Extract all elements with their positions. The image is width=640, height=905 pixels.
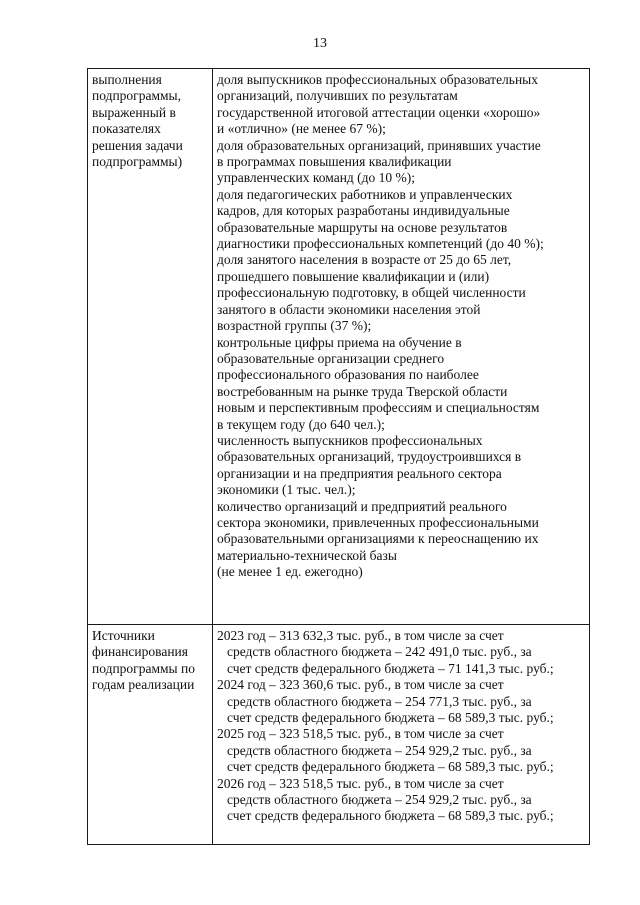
content-line: кадров, для которых разработаны индивидуальные	[217, 203, 510, 219]
content-line: счет средств федерального бюджета – 71 141,3 тыс. руб.;	[227, 660, 554, 676]
content-line: занятого в области экономики населения этой	[217, 301, 481, 317]
label-line: финансирования	[92, 644, 188, 660]
content-line: прошедшего повышение квалификации и (или)	[217, 268, 490, 284]
content-line: в текущем году (до 640 чел.);	[217, 416, 385, 432]
content-line: управленческих команд (до 10 %);	[217, 170, 416, 186]
label-line: показателях	[92, 121, 161, 137]
content-line: 2026 год – 323 518,5 тыс. руб., в том числе за счет	[217, 775, 504, 791]
row-label-cell	[88, 69, 213, 625]
content-line: организации и на предприятия реального сектора	[217, 465, 502, 481]
content-line: 2024 год – 323 360,6 тыс. руб., в том числе за счет	[217, 677, 504, 693]
label-line: подпрограммы,	[92, 88, 181, 104]
label-line: годам реализации	[92, 677, 195, 693]
content-line: средств областного бюджета – 254 929,2 тыс. руб., за	[227, 742, 532, 758]
content-line: новым и перспективным профессиям и специальностям	[217, 400, 540, 416]
content-line: образовательных организаций, трудоустроившихся в	[217, 449, 522, 465]
label-line: решения задачи	[92, 137, 183, 153]
content-line: контрольные цифры приема на обучение в	[217, 334, 462, 350]
content-line: 2023 год – 313 632,3 тыс. руб., в том числе за счет	[217, 628, 504, 643]
content-line: экономики (1 тыс. чел.);	[217, 482, 356, 498]
content-line: образовательные маршруты на основе результатов	[217, 219, 508, 235]
content-line: государственной итоговой аттестации оценки «хорошо»	[217, 104, 541, 120]
content-line: востребованным на рынке труда Тверской области	[217, 383, 508, 399]
label-line: подпрограммы по	[92, 660, 195, 676]
page-number: 13	[313, 36, 327, 51]
content-line: доля выпускников профессиональных образовательных	[217, 72, 538, 87]
content-line: и «отлично» (не менее 67 %);	[217, 121, 386, 137]
label-line: выполнения	[92, 72, 162, 87]
content-line: в программах повышения квалификации	[217, 154, 452, 170]
label-line: Источники	[92, 628, 155, 643]
content-line: средств областного бюджета – 254 929,2 тыс. руб., за	[227, 792, 532, 808]
row-content-cell	[213, 625, 590, 845]
content-line: доля педагогических работников и управленческих	[217, 186, 513, 202]
content-line: сектора экономики, привлеченных профессиональными	[217, 514, 539, 530]
content-line: счет средств федерального бюджета – 68 589,3 тыс. руб.;	[227, 759, 554, 775]
content-line: (не менее 1 ед. ежегодно)	[217, 564, 363, 580]
subprogram-passport-table	[87, 68, 590, 845]
content-line: материально-технической базы	[217, 547, 397, 563]
content-line: профессионального образования по наиболее	[217, 367, 479, 383]
content-line: средств областного бюджета – 242 491,0 тыс. руб., за	[227, 644, 532, 660]
content-line: 2025 год – 323 518,5 тыс. руб., в том числе за счет	[217, 726, 504, 742]
content-line: доля образовательных организаций, принявших участие	[217, 137, 541, 153]
content-line: возрастной группы (37 %);	[217, 318, 372, 334]
row-label-cell	[88, 625, 213, 845]
content-line: образовательные организации среднего	[217, 350, 445, 366]
content-line: счет средств федерального бюджета – 68 589,3 тыс. руб.;	[227, 710, 554, 726]
table-row	[88, 69, 590, 625]
label-line: подпрограммы)	[92, 154, 183, 170]
content-line: количество организаций и предприятий реального	[217, 498, 507, 514]
content-line: профессиональную подготовку, в общей численности	[217, 285, 526, 301]
content-line: средств областного бюджета – 254 771,3 тыс. руб., за	[227, 693, 532, 709]
content-line: численность выпускников профессиональных	[217, 432, 483, 448]
content-line: счет средств федерального бюджета – 68 589,3 тыс. руб.;	[227, 808, 554, 824]
row-content-cell	[213, 69, 590, 625]
content-line: организаций, получивших по результатам	[217, 88, 458, 104]
content-line: доля занятого населения в возрасте от 25 до 65 лет,	[217, 252, 512, 268]
table-row	[88, 625, 590, 845]
label-line: выраженный в	[92, 104, 176, 120]
content-line: образовательными организациями к переоснащению их	[217, 531, 539, 547]
content-line: диагностики профессиональных компетенций (до 40 %);	[217, 236, 544, 252]
